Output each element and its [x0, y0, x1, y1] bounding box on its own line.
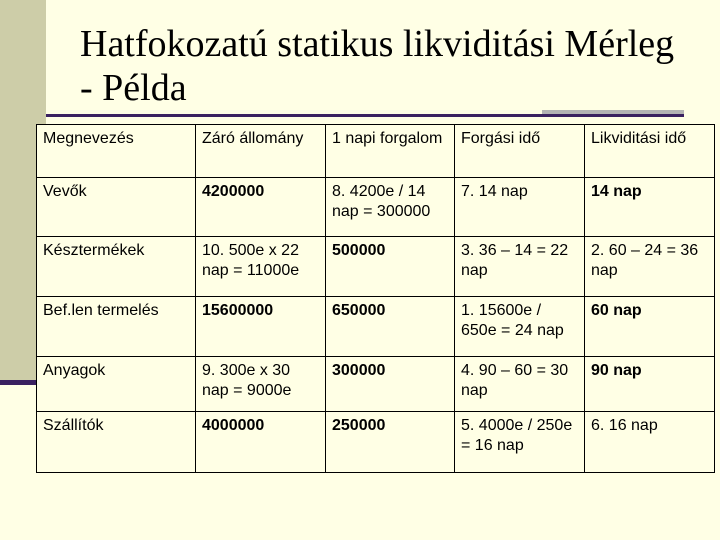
title-line-1: Hatfokozatú statikus likviditási Mérleg — [80, 23, 675, 65]
header-cell: Likviditási idő — [585, 125, 715, 178]
table-cell: Szállítók — [37, 412, 196, 473]
table-cell: 8. 4200e / 14 nap = 300000 — [326, 178, 455, 237]
table-cell: 5. 4000e / 250e = 16 nap — [455, 412, 585, 473]
table-cell: 2. 60 – 24 = 36 nap — [585, 237, 715, 297]
table-cell: Anyagok — [37, 357, 196, 412]
table-header-row — [37, 125, 715, 178]
header-cell: Forgási idő — [455, 125, 585, 178]
table-cell: 4000000 — [196, 412, 326, 473]
table-cell: 6. 16 nap — [585, 412, 715, 473]
liquidity-table — [36, 124, 715, 473]
table-row — [37, 237, 715, 297]
table-row — [37, 357, 715, 412]
title-line-2: - Példa — [80, 67, 187, 109]
table-cell: 9. 300e x 30 nap = 9000e — [196, 357, 326, 412]
table-cell: 15600000 — [196, 297, 326, 357]
table-cell: Bef.len termelés — [37, 297, 196, 357]
table-cell: 7. 14 nap — [455, 178, 585, 237]
table-cell: 300000 — [326, 357, 455, 412]
table-cell: 14 nap — [585, 178, 715, 237]
table-cell: 650000 — [326, 297, 455, 357]
header-cell: Záró állomány — [196, 125, 326, 178]
table-cell: 1. 15600e / 650e = 24 nap — [455, 297, 585, 357]
table-row — [37, 178, 715, 237]
slide-title — [80, 22, 700, 110]
table-row — [37, 297, 715, 357]
table-cell: 250000 — [326, 412, 455, 473]
title-rule — [46, 114, 684, 117]
table-cell: 500000 — [326, 237, 455, 297]
table-cell: 3. 36 – 14 = 22 nap — [455, 237, 585, 297]
header-cell: 1 napi forgalom — [326, 125, 455, 178]
table-cell: Késztermékek — [37, 237, 196, 297]
table-row — [37, 412, 715, 473]
table-cell: 10. 500e x 22 nap = 11000e — [196, 237, 326, 297]
table-cell: 90 nap — [585, 357, 715, 412]
table-cell: 4200000 — [196, 178, 326, 237]
table-cell: 4. 90 – 60 = 30 nap — [455, 357, 585, 412]
table-cell: 60 nap — [585, 297, 715, 357]
header-cell: Megnevezés — [37, 125, 196, 178]
table-cell: Vevők — [37, 178, 196, 237]
